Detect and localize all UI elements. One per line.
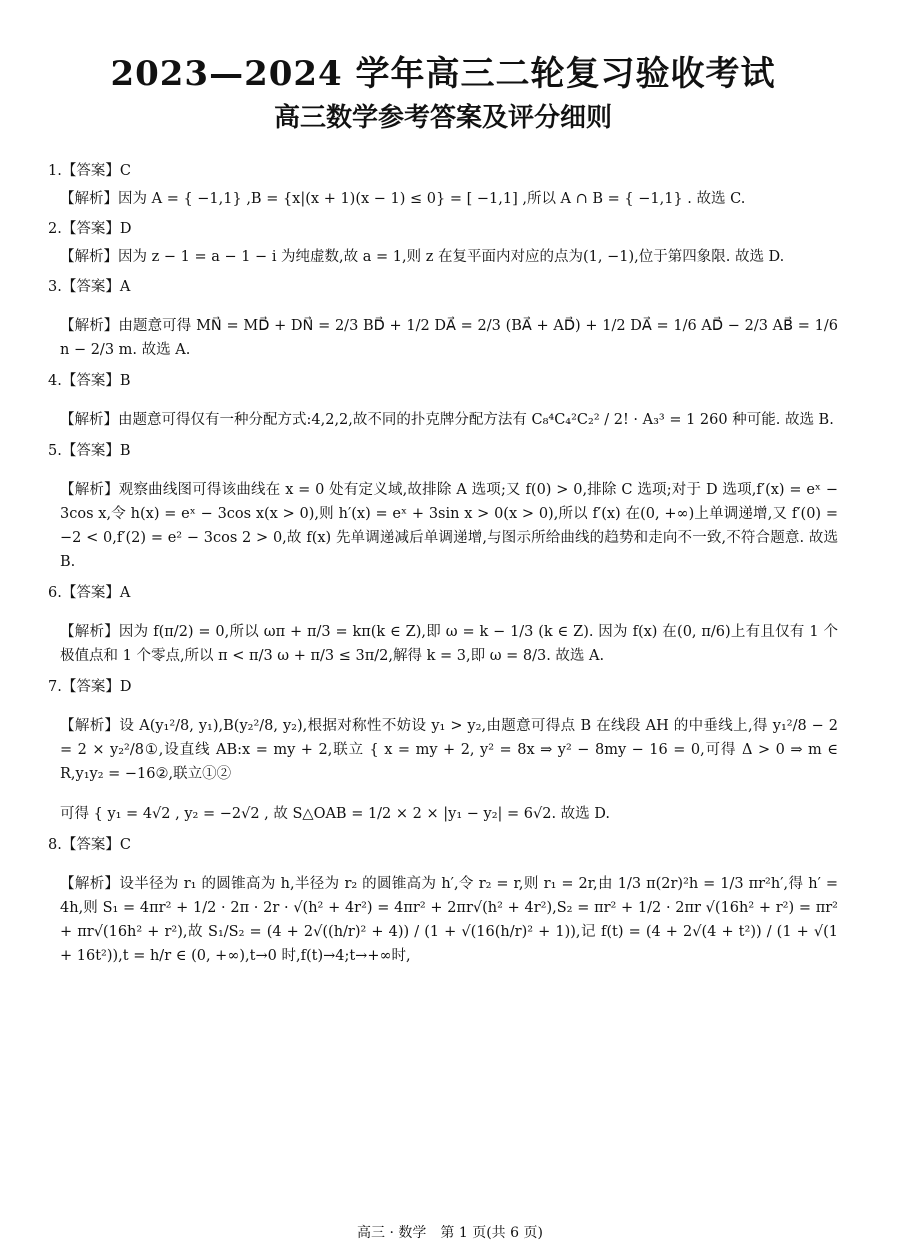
question-answer: 5.【答案】B bbox=[48, 443, 131, 459]
explanation-paragraph: 可得 { y₁ = 4√2 , y₂ = −2√2 , 故 S△OAB = 1/2 × 2 × |y₁ − y₂| = 6√2. 故选 D. bbox=[60, 806, 610, 822]
explanation-paragraph: 【解析】因为 f(π/2) = 0,所以 ωπ + π/3 = kπ(k ∈ Z),即 ω = k − 1/3 (k ∈ Z). 因为 f(x) 在(0, π/6)上有且仅有 1 个极值点和 1 个零点,所以 π < π/3 ω + π/3 ≤ 3π/2,解得 k = 3,即 ω = 8/3. 故选 A. bbox=[60, 624, 838, 664]
question-explanation bbox=[48, 246, 838, 268]
question-explanation bbox=[48, 188, 838, 210]
question-explanation bbox=[48, 620, 838, 668]
explanation-paragraph: 【解析】设 A(y₁²/8, y₁),B(y₂²/8, y₂),根据对称性不妨设 y₁ > y₂,由题意可得点 B 在线段 AH 的中垂线上,得 y₁²/8 − 2 = 2 × y₂²/8①,设直线 AB:x = my + 2,联立 { x = my + 2, y² = 8x ⇒ y² − 8my − 16 = 0,可得 Δ > 0 ⇒ m ∈ R,y₁y₂ = −16②,联立①② bbox=[60, 718, 838, 782]
question-answer: 7.【答案】D bbox=[48, 679, 132, 695]
question-4 bbox=[48, 370, 838, 432]
question-2 bbox=[48, 218, 838, 268]
question-list bbox=[48, 160, 838, 968]
question-answer: 6.【答案】A bbox=[48, 585, 131, 601]
question-7 bbox=[48, 676, 838, 826]
exam-subtitle: 高三数学参考答案及评分细则 bbox=[273, 103, 612, 133]
question-answer: 3.【答案】A bbox=[48, 279, 131, 295]
explanation-paragraph: 【解析】因为 z − 1 = a − 1 − i 为纯虚数,故 a = 1,则 z 在复平面内对应的点为(1, −1),位于第四象限. 故选 D. bbox=[60, 249, 785, 265]
question-explanation bbox=[48, 408, 838, 432]
question-3 bbox=[48, 276, 838, 362]
explanation-paragraph: 【解析】设半径为 r₁ 的圆锥高为 h,半径为 r₂ 的圆锥高为 h′,令 r₂ = r,则 r₁ = 2r,由 1/3 π(2r)²h = 1/3 πr²h′,得 h′ = 4h,则 S₁ = 4πr² + 1/2 · 2π · 2r · √(h² + 4r²) = 4πr² + 2πr√(h² + 4r²),S₂ = πr² + 1/2 · 2πr √(16h² + r²) = πr² + πr√(16h² + r²),故 S₁/S₂ = (4 + 2√((h/r)² + 4)) / (1 + √(16(h/r)² + 1)),记 f(t) = (4 + 2√(4 + t²)) / (1 + √(1 + 16t²)),t = h/r ∈ (0, +∞),t→0 时,f(t)→4;t→+∞时, bbox=[60, 876, 838, 964]
question-explanation bbox=[48, 478, 838, 574]
explanation-paragraph: 【解析】由题意可得 MN⃗ = MD⃗ + DN⃗ = 2/3 BD⃗ + 1/2 DA⃗ = 2/3 (BA⃗ + AD⃗) + 1/2 DA⃗ = 1/6 AD⃗ − 2/3 AB⃗ = 1/6 n − 2/3 m. 故选 A. bbox=[60, 318, 838, 358]
exam-title: 2023—2024 学年高三二轮复习验收考试 bbox=[110, 54, 776, 94]
question-answer: 1.【答案】C bbox=[48, 163, 131, 179]
question-explanation bbox=[48, 314, 838, 362]
question-1 bbox=[48, 160, 838, 210]
explanation-paragraph: 【解析】因为 A = { −1,1} ,B = {x|(x + 1)(x − 1) ≤ 0} = [ −1,1] ,所以 A ∩ B = { −1,1} . 故选 C. bbox=[60, 191, 746, 207]
question-answer: 4.【答案】B bbox=[48, 373, 131, 389]
question-explanation bbox=[48, 714, 838, 826]
explanation-paragraph: 【解析】由题意可得仅有一种分配方式:4,2,2,故不同的扑克牌分配方法有 C₈⁴C₄²C₂² / 2! · A₃³ = 1 260 种可能. 故选 B. bbox=[60, 412, 834, 428]
question-8 bbox=[48, 834, 838, 968]
question-answer: 2.【答案】D bbox=[48, 221, 132, 237]
question-explanation bbox=[48, 872, 838, 968]
question-6 bbox=[48, 582, 838, 668]
explanation-paragraph: 【解析】观察曲线图可得该曲线在 x = 0 处有定义域,故排除 A 选项;又 f(0) > 0,排除 C 选项;对于 D 选项,f′(x) = eˣ − 3cos x,令 h(x) = eˣ − 3cos x(x > 0),则 h′(x) = eˣ + 3sin x > 0(x > 0),所以 f′(x) 在(0, +∞)上单调递增,又 f′(0) = −2 < 0,f′(2) = e² − 3cos 2 > 0,故 f(x) 先单调递减后单调递增,与图示所给曲线的趋势和走向不一致,不符合题意. 故选 B. bbox=[60, 482, 838, 570]
page-footer: 高三 · 数学 第 1 页(共 6 页) bbox=[357, 1225, 543, 1241]
question-5 bbox=[48, 440, 838, 574]
question-answer: 8.【答案】C bbox=[48, 837, 131, 853]
